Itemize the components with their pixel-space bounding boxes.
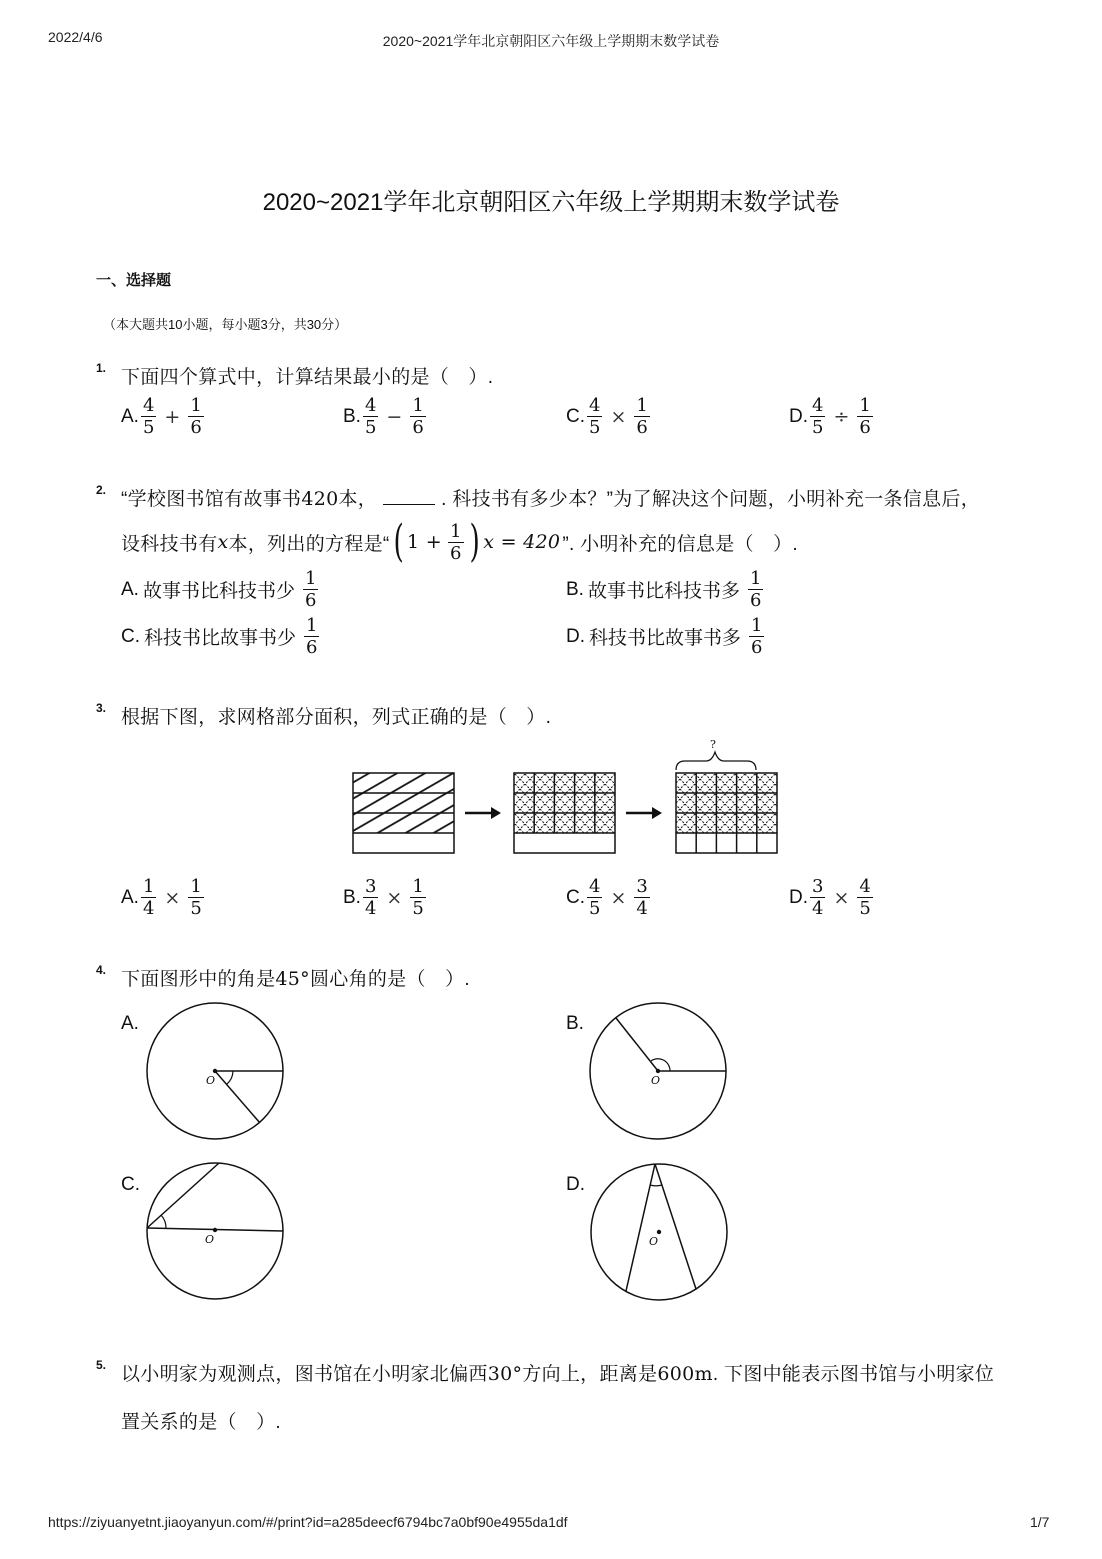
footer-url[interactable]: https://ziyuanyetnt.jiaoyanyun.com/#/print?id=a285deecf6794bc7a0bf90e4955da1df xyxy=(48,1514,568,1530)
fraction: $\frac{1}{6}$ xyxy=(859,395,871,438)
question-number: 1. xyxy=(96,361,107,375)
question-text-line1: 以小明家为观测点，图书馆在小明家北偏西30°方向上，距离是600m. 下图中能表示图书馆与小明家位 xyxy=(121,1363,995,1385)
option-label: B. xyxy=(343,405,361,427)
option-d[interactable]: D. 科技书比故事书多 $\frac{1}{6}$ xyxy=(566,615,763,658)
option-c[interactable]: C. 科技书比故事书少 $\frac{1}{6}$ xyxy=(121,615,318,658)
question-text: 根据下图，求网格部分面积，列式正确的是（ ）. xyxy=(121,707,552,728)
operator: − xyxy=(386,405,403,428)
question-text: 下面图形中的角是45°圆心角的是（ ）. xyxy=(121,968,470,990)
fraction: $\frac{3}{4}$ xyxy=(812,876,824,919)
option-a[interactable] xyxy=(121,395,206,438)
question-text-line1: “学校图书馆有故事书420本， . 科技书有多少本？”为了解决这个问题，小明补充一条信息后， xyxy=(121,488,980,510)
fraction: $\frac{1}{6}$ xyxy=(751,615,763,658)
rectangle-grid-columns xyxy=(676,773,777,853)
question-text: 下面四个算式中，计算结果最小的是（ ）. xyxy=(121,367,494,388)
equation: ( 1 + $\frac{1}{6}$ ) x = 420 xyxy=(393,516,561,567)
fraction: $\frac{4}{5}$ xyxy=(589,395,601,438)
section-note: （本大题共10小题，每小题3分，共30分） xyxy=(103,317,348,332)
fraction: $\frac{4}{5}$ xyxy=(142,395,155,438)
page-number: 1/7 xyxy=(1030,1514,1050,1530)
answer-blank xyxy=(383,486,435,505)
area-model-figure xyxy=(345,734,785,859)
operator: + xyxy=(164,405,181,428)
option-label: A. xyxy=(121,405,139,427)
option-b[interactable]: B. 故事书比科技书多 $\frac{1}{6}$ xyxy=(566,568,762,611)
circle-figure-b[interactable] xyxy=(588,1000,733,1145)
fraction: $\frac{3}{4}$ xyxy=(364,876,377,919)
section-heading: 一、选择题 xyxy=(96,272,172,289)
fraction: $\frac{1}{6}$ xyxy=(636,395,648,438)
operator: × xyxy=(610,405,627,428)
circle-figure-d[interactable] xyxy=(588,1160,733,1305)
center-label: O xyxy=(205,1233,215,1246)
arrow-icon xyxy=(465,807,501,819)
option-label: D. xyxy=(789,405,808,427)
question-number: 4. xyxy=(96,963,107,977)
fraction: $\frac{1}{5}$ xyxy=(412,876,424,919)
option-label-d[interactable]: D. xyxy=(566,1174,585,1195)
fraction: $\frac{3}{4}$ xyxy=(636,876,648,919)
option-label-a[interactable]: A. xyxy=(121,1013,139,1034)
fraction: $\frac{1}{6}$ xyxy=(412,395,424,438)
fraction: $\frac{1}{5}$ xyxy=(190,876,202,919)
operator: ÷ xyxy=(833,405,850,428)
page-title: 2020~2021学年北京朝阳区六年级上学期期末数学试卷 xyxy=(262,189,840,216)
question-mark-label: ? xyxy=(710,738,716,751)
fraction: $\frac{1}{6}$ xyxy=(190,395,202,438)
circle-figure-c[interactable] xyxy=(144,1160,289,1305)
print-date: 2022/4/6 xyxy=(48,29,103,45)
rectangle-grid xyxy=(514,773,615,853)
option-label-c[interactable]: C. xyxy=(121,1174,140,1195)
fraction: $\frac{1}{6}$ xyxy=(749,568,762,611)
print-header-title: 2020~2021学年北京朝阳区六年级上学期期末数学试卷 xyxy=(382,33,720,49)
fraction: $\frac{4}{5}$ xyxy=(812,395,824,438)
question-text-line2: 设科技书有 x 本，列出的方程是“ ( 1 + $\frac{1}{6}$ ) x = 420 ”. 小明补充的信息是（ ）. xyxy=(121,516,798,567)
question-number: 3. xyxy=(96,701,107,715)
option-c[interactable]: C. $\frac{4}{5}$ × $\frac{3}{4}$ xyxy=(566,876,648,919)
option-label: C. xyxy=(566,405,585,427)
option-c[interactable] xyxy=(566,395,652,438)
fraction: $\frac{4}{5}$ xyxy=(859,876,871,919)
option-b[interactable]: B. $\frac{3}{4}$ × $\frac{1}{5}$ xyxy=(343,876,424,919)
option-label-b[interactable]: B. xyxy=(566,1013,584,1034)
option-a[interactable]: A. $\frac{1}{4}$ × $\frac{1}{5}$ xyxy=(121,876,202,919)
option-b[interactable] xyxy=(343,395,428,438)
fraction: $\frac{1}{6}$ xyxy=(306,615,318,658)
circle-figure-a[interactable] xyxy=(144,1000,289,1145)
center-label: O xyxy=(649,1235,659,1248)
center-label: O xyxy=(206,1074,216,1087)
question-number: 5. xyxy=(96,1358,107,1372)
center-label: O xyxy=(651,1074,661,1087)
question-text-line2: 置关系的是（ ）. xyxy=(121,1412,281,1433)
option-d[interactable]: D. $\frac{3}{4}$ × $\frac{4}{5}$ xyxy=(789,876,871,919)
rectangle-three-quarters xyxy=(353,773,454,853)
fraction: $\frac{1}{4}$ xyxy=(142,876,155,919)
fraction: $\frac{4}{5}$ xyxy=(364,395,377,438)
brace xyxy=(676,752,756,770)
option-a[interactable]: A. 故事书比科技书少 $\frac{1}{6}$ xyxy=(121,568,317,611)
fraction: $\frac{1}{6}$ xyxy=(304,568,317,611)
fraction: $\frac{4}{5}$ xyxy=(589,876,601,919)
question-number: 2. xyxy=(96,483,107,497)
option-d[interactable] xyxy=(789,395,875,438)
arrow-icon xyxy=(626,807,662,819)
